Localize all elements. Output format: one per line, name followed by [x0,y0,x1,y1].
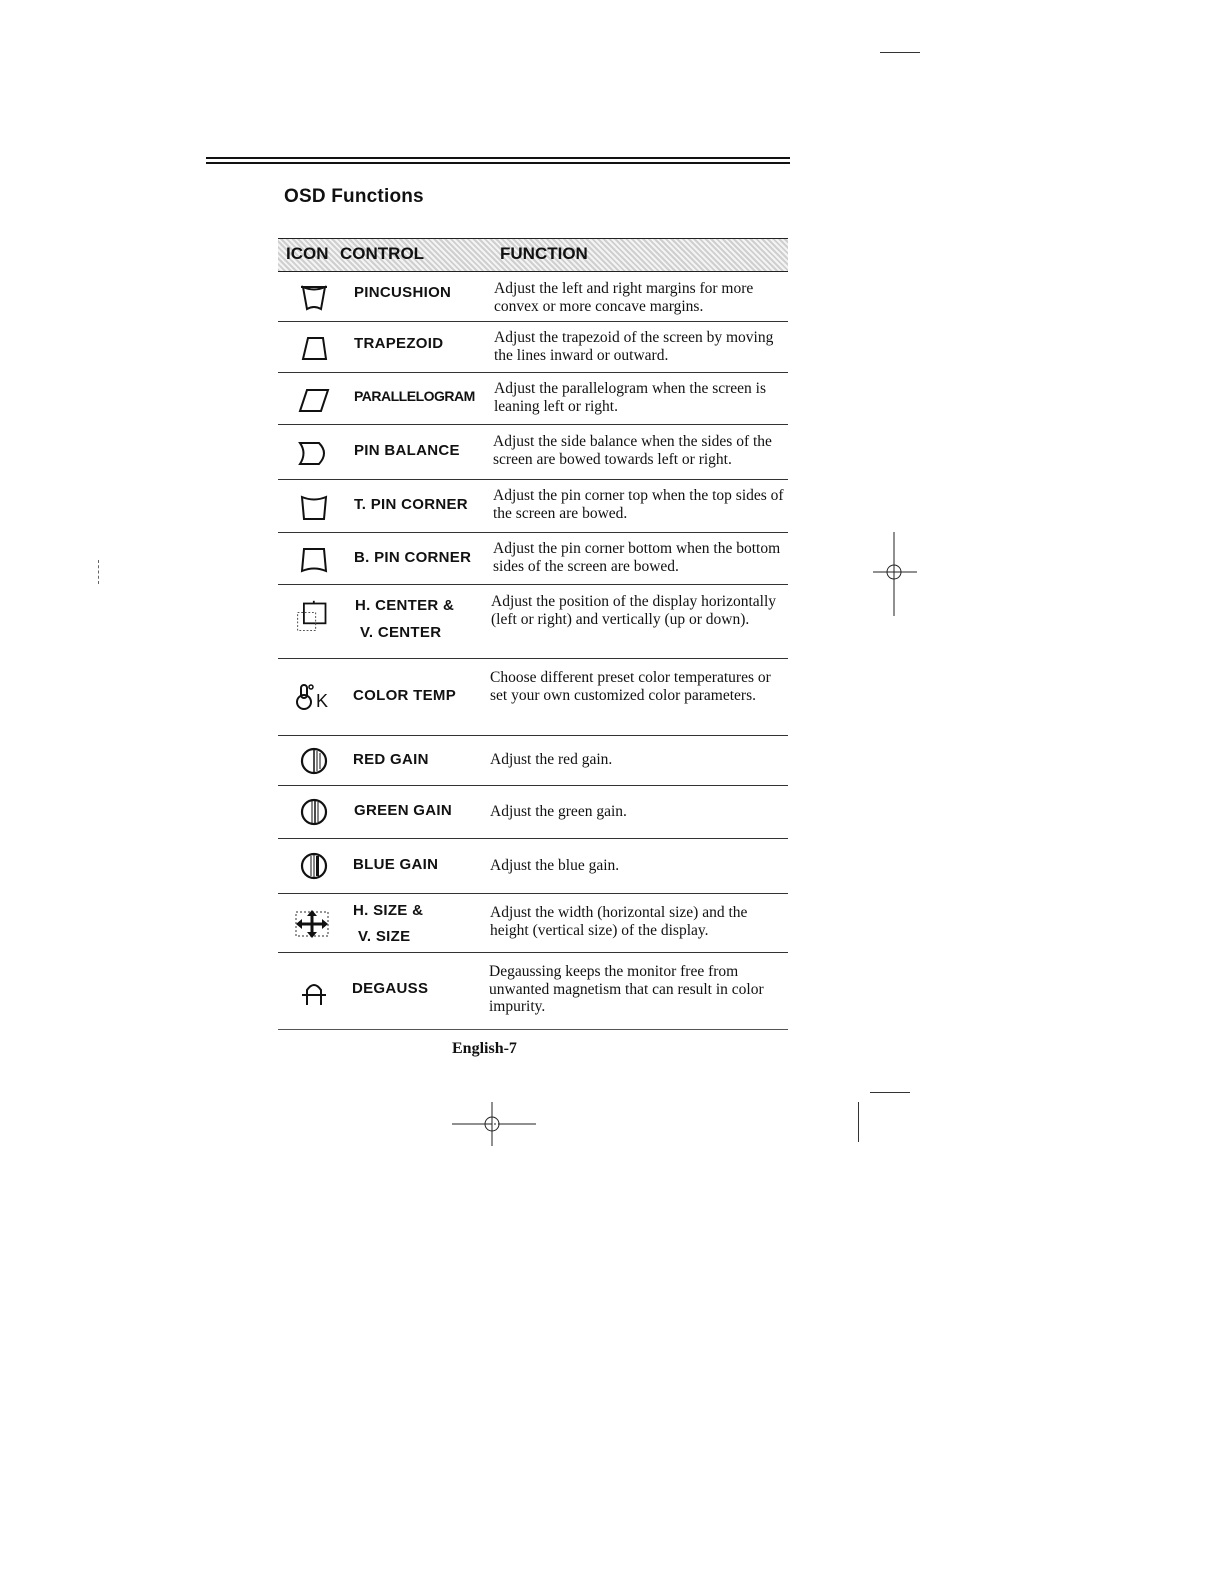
table-header [278,238,788,272]
table-row [278,533,788,585]
function-text: Adjust the pin corner top when the top sides of the screen are bowed. [493,487,784,522]
crop-mark-left [98,560,99,584]
control-label: PARALLELOGRAM [354,388,475,404]
bottom-pin-corner-icon [296,544,332,576]
control-label: DEGAUSS [352,980,429,997]
red-gain-icon [296,745,332,777]
header-control: CONTROL [340,244,425,263]
page-title: OSD Functions [284,186,424,207]
parallelogram-icon [296,384,332,416]
control-label: V. CENTER [360,624,442,641]
table-row [278,786,788,839]
table-row [278,736,788,786]
degauss-icon [296,977,332,1009]
function-text: Choose different preset color temperatures or set your own customized color parameters. [490,669,771,704]
table-row [278,894,788,953]
pincushion-icon [296,282,332,314]
function-text: Adjust the parallelogram when the screen is leaning left or right. [494,380,767,415]
table-row [278,373,788,425]
function-text: Adjust the width (horizontal size) and the height (vertical size) of the display. [490,904,748,939]
trapezoid-icon [296,332,332,364]
function-text: Adjust the trapezoid of the screen by moving the lines inward or outward. [494,329,774,364]
registration-mark-bottom [452,1102,536,1151]
crop-mark-right-vertical [858,1102,859,1142]
function-text: Adjust the green gain. [490,803,627,820]
table-row [278,322,788,373]
header-function: FUNCTION [500,244,588,263]
table-row [278,585,788,659]
top-rule-second [206,162,790,164]
size-icon [292,906,332,942]
svg-text:K: K [316,691,329,711]
control-label: TRAPEZOID [354,335,444,352]
table-row [278,659,788,736]
table-row [278,953,788,1030]
table-row [278,480,788,533]
registration-mark-right [873,532,917,621]
control-label: COLOR TEMP [353,687,456,704]
crop-mark-bottom-right [870,1092,910,1093]
control-label: T. PIN CORNER [354,496,468,513]
control-label: BLUE GAIN [353,856,439,873]
green-gain-icon [296,796,332,828]
control-label: H. CENTER & [355,597,455,614]
page-footer: English-7 [452,1040,517,1057]
function-text: Adjust the pin corner bottom when the bottom sides of the screen are bowed. [493,540,781,575]
function-text: Adjust the side balance when the sides of the screen are bowed towards left or right. [493,433,772,468]
control-label: H. SIZE & [353,902,424,919]
osd-functions-table [278,238,788,1030]
control-label: PIN BALANCE [354,442,460,459]
table-row [278,839,788,894]
table-row [278,272,788,322]
color-temp-icon [294,681,338,713]
function-text: Degaussing keeps the monitor free from unwanted magnetism that can result in color impurity. [489,963,764,1015]
blue-gain-icon [296,850,332,882]
header-icon: ICON [286,244,329,263]
function-text: Adjust the left and right margins for more convex or more concave margins. [494,280,754,315]
function-text: Adjust the red gain. [490,751,613,768]
top-pin-corner-icon [296,492,332,524]
center-position-icon [294,601,330,633]
pin-balance-icon [296,437,332,469]
control-label: GREEN GAIN [354,802,453,819]
function-text: Adjust the position of the display horizontally (left or right) and vertically (up or down). [491,593,776,628]
crop-mark-top-right [880,52,920,53]
table-row [278,425,788,480]
control-label: PINCUSHION [354,284,452,301]
control-label: B. PIN CORNER [354,549,472,566]
control-label: V. SIZE [358,928,411,945]
function-text: Adjust the blue gain. [490,857,620,874]
control-label: RED GAIN [353,751,429,768]
